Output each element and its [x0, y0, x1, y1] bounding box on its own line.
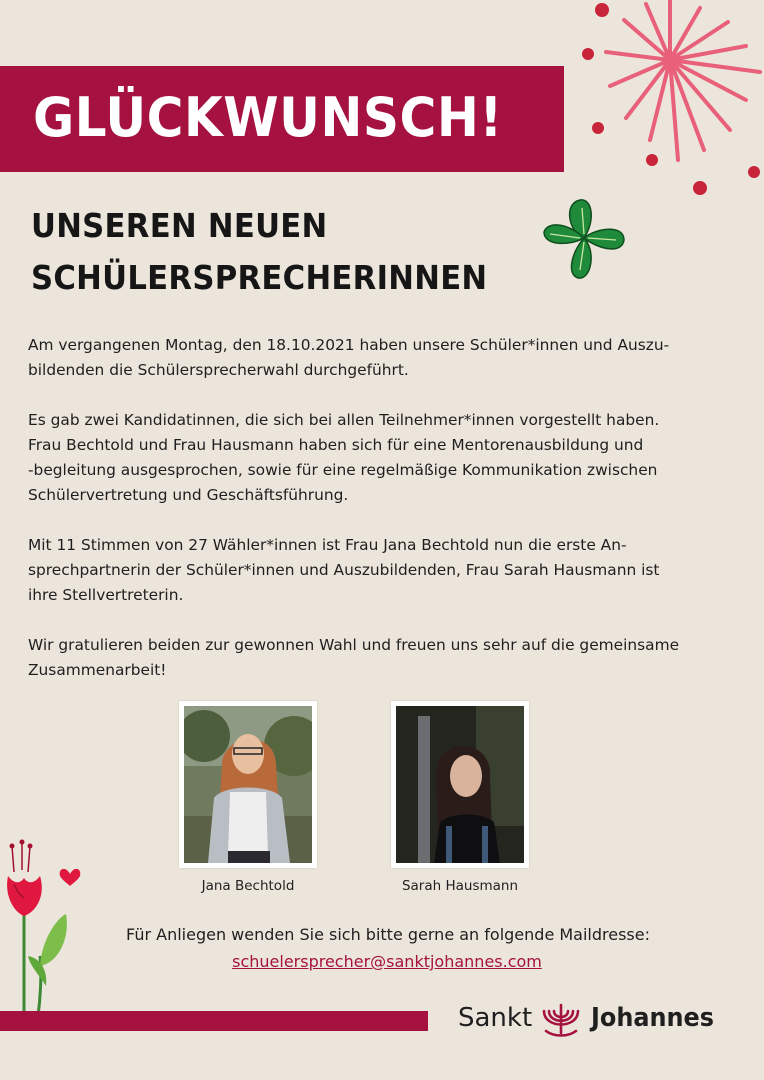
clover-icon [540, 194, 628, 286]
photo-sarah-hausmann [391, 701, 529, 868]
photo-jana-bechtold [179, 701, 317, 868]
firework-burst-decoration [570, 0, 764, 200]
sankt-johannes-logo-icon [540, 1001, 582, 1037]
footer-bar [0, 1011, 428, 1031]
paragraph: Am vergangenen Montag, den 18.10.2021 haben unsere Schüler*innen und Auszu- bildenden die Schülersprecherwahl durchgeführt. [28, 336, 670, 379]
portrait-image [396, 706, 524, 863]
paragraph: Mit 11 Stimmen von 27 Wähler*innen ist Frau Jana Bechtold nun die erste An- sprechpartnerin der Schüler*innen und Auszubildenden, Frau Sarah Hausmann ist ihre Stellvertreterin. [28, 536, 660, 604]
paragraph: Es gab zwei Kandidatinnen, die sich bei allen Teilnehmer*innen vorgestellt haben. Frau Bechtold und Frau Hausmann haben sich für eine Mentorenausbildung und -begleitung ausgesprochen, sowie für eine regelmäßige Kommunikation zwischen Schülervertretung und Geschäftsführung. [28, 411, 660, 504]
logo-text-johannes: Johannes [591, 1003, 715, 1033]
portrait-image [184, 706, 312, 863]
caption-sarah: Sarah Hausmann [401, 878, 519, 894]
contact-text: Für Anliegen wenden Sie sich bitte gerne an folgende Maildresse: [125, 925, 650, 944]
subtitle [31, 200, 487, 304]
logo-text-sankt: Sankt [458, 1003, 533, 1033]
page-title: GLÜCKWUNSCH! [33, 86, 503, 149]
paragraph: Wir gratulieren beiden zur gewonnen Wahl und freuen uns sehr auf die gemeinsame Zusammenarbeit! [28, 636, 680, 679]
caption-jana: Jana Bechtold [201, 878, 295, 894]
subtitle-line-2: SCHÜLERSPRECHERINNEN [31, 258, 488, 297]
email-link[interactable]: schuelersprecher@sanktjohannes.com [232, 952, 542, 971]
article-body [28, 333, 718, 708]
subtitle-line-1: UNSEREN NEUEN [31, 206, 328, 245]
